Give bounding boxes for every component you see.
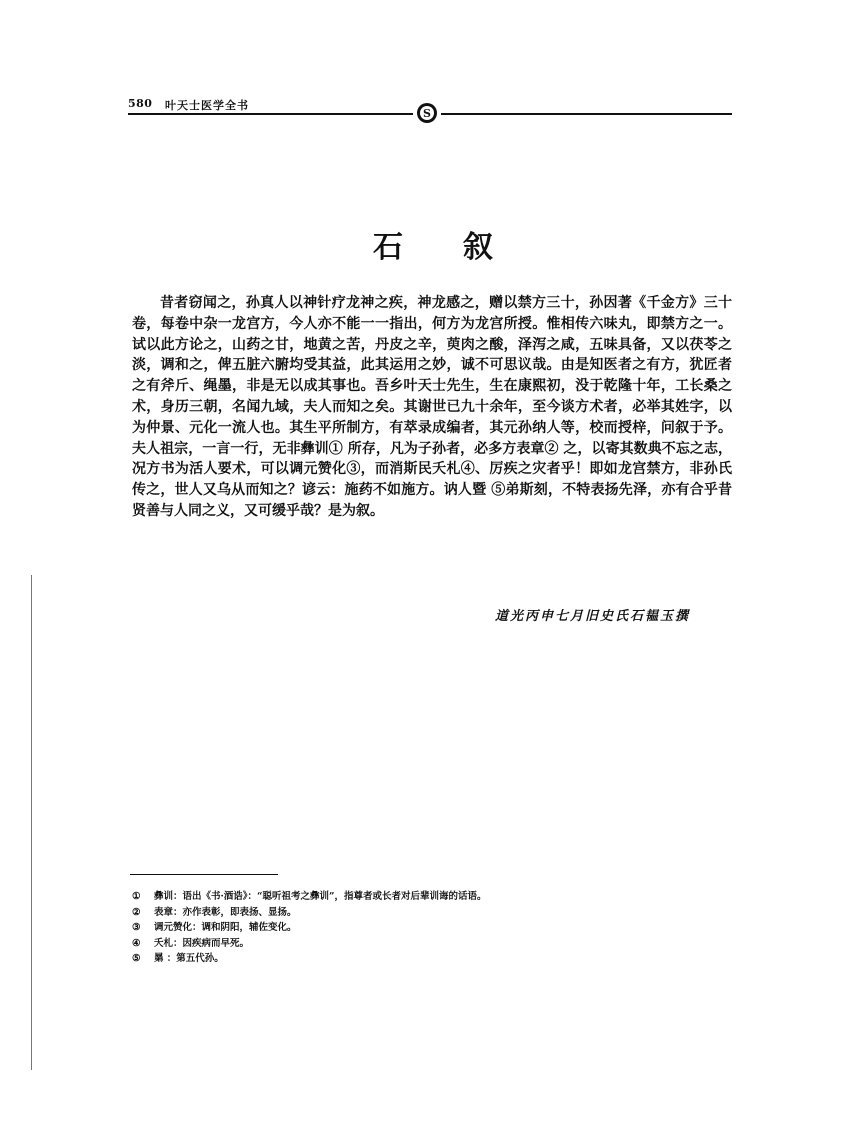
- page-title: 石叙: [373, 230, 553, 265]
- footnote-item: [132, 936, 732, 952]
- running-header: [128, 97, 732, 125]
- scan-margin-line: [31, 575, 32, 1070]
- footnote-item: [132, 889, 732, 905]
- footnote-text: 晜 ：第五代孙。: [154, 953, 224, 964]
- preface-body: [132, 293, 732, 522]
- footnotes: [132, 889, 732, 967]
- preface-paragraph: 昔者窃闻之，孙真人以神针疗龙神之疾，神龙感之，赠以禁方三十，孙因著《千金方》三十卷，每卷中杂一龙宫方，今人亦不能一一指出，何方为龙宫所授。惟相传六味丸，即禁方之一。试以此方论之，山药之甘，地黄之苦，丹皮之辛，萸肉之酸，泽泻之咸，五味具备，又以茯苓之淡，调和之，俾五脏六腑均受其益，此其运用之妙，诚不可思议哉。由是知医者之有方，犹匠者之有斧斤、绳墨，非是无以成其事也。吾乡叶天士先生，生在康熙初，没于乾隆十年，工长桑之术，身历三朝，名闻九域，夫人而知之矣。其谢世已九十余年，至今谈方术者，必举其姓字，以为仲景、元化一流人也。其生平所制方，有萃录成编者，其元孙纳人等，校而授梓，问叙于予。夫人祖宗，一言一行，无非彝训① 所存，凡为子孙者，必多方表章② 之，以寄其数典不忘之志，况方书为活人要术，可以调元赞化③，而消斯民夭札④、厉疾之灾者乎！即如龙宫禁方，非孙氏传之，世人又乌从而知之？谚云：施药不如施方。讷人暨 ⑤弟斯刻，不特表扬先泽，亦有合乎昔贤善与人同之义，又可缓乎哉？是为叙。: [132, 295, 732, 519]
- footnote-text: 调元赞化：调和阴阳，辅佐变化。: [154, 922, 297, 933]
- footnote-text: 彝训：语出《书·酒诰》：“聪听祖考之彝训”，指尊者或长者对后辈训诲的话语。: [154, 891, 487, 902]
- footnote-item: [132, 920, 732, 936]
- footnote-item: [132, 951, 732, 967]
- footnote-mark: ②: [132, 906, 141, 918]
- footnote-item: [132, 905, 732, 921]
- footnote-mark: ⑤: [132, 953, 141, 964]
- signature-line: 道光丙申七月旧史氏石韫玉撰: [495, 609, 691, 624]
- footnote-text: 表章：亦作表彰，即表扬、显扬。: [154, 906, 297, 918]
- footnote-mark: ④: [132, 937, 141, 949]
- page-number: 580: [128, 97, 153, 110]
- book-title: 叶天士医学全书: [165, 99, 249, 112]
- header-emblem-icon: [416, 102, 438, 124]
- footnote-rule: [130, 874, 278, 875]
- header-rule-right: [441, 113, 732, 115]
- header-rule-left: [128, 113, 413, 115]
- svg-text:S: S: [423, 107, 431, 120]
- footnote-mark: ③: [132, 922, 141, 933]
- footnote-text: 夭札：因疾病而早死。: [154, 937, 250, 949]
- footnote-mark: ①: [132, 891, 141, 902]
